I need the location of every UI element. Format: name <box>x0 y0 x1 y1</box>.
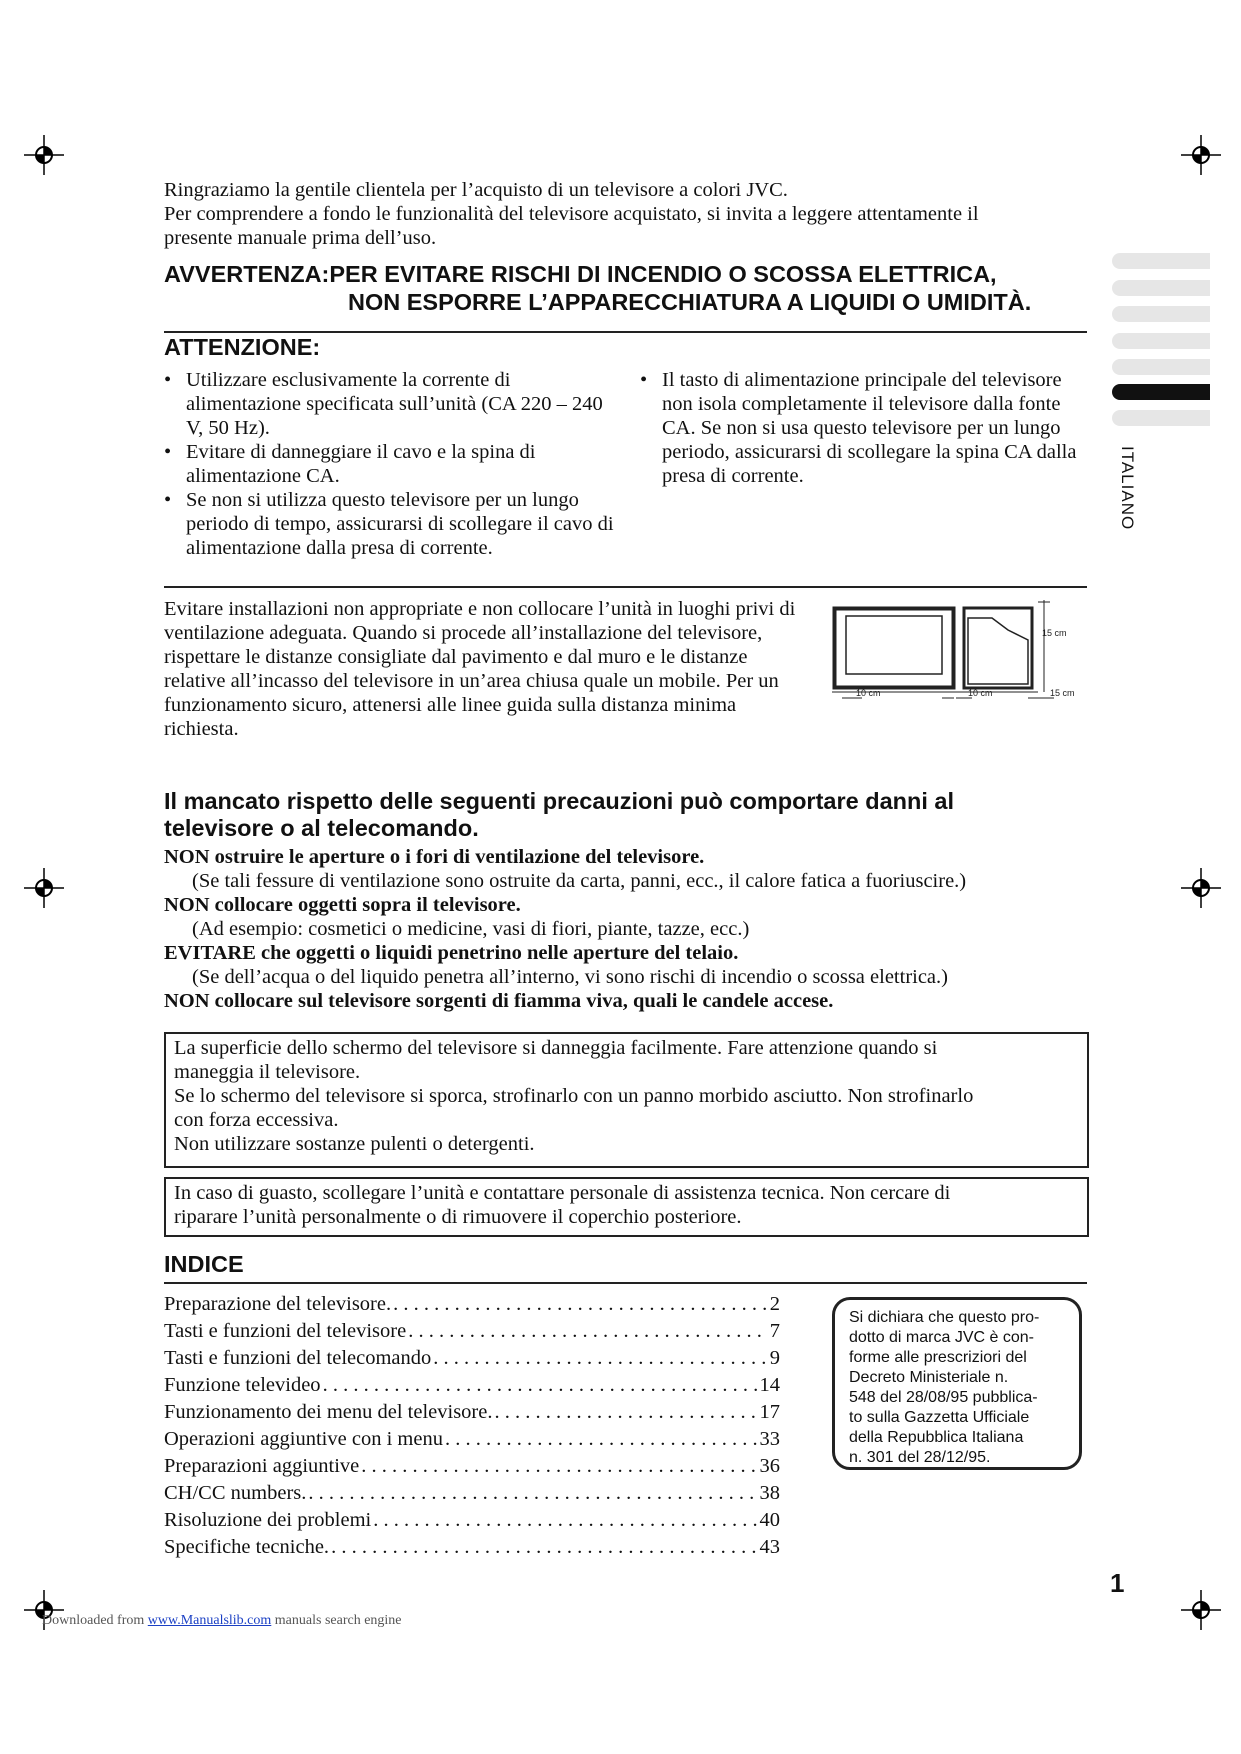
toc-label: Funzionamento dei menu del televisore. <box>164 1401 493 1423</box>
registration-mark-icon <box>24 135 64 175</box>
declaration-line: 548 del 28/08/95 pubblica- <box>849 1389 1038 1406</box>
language-tab-label: ITALIANO <box>1118 446 1137 531</box>
section-tab <box>1112 359 1210 375</box>
precaution-item: EVITARE che oggetti o liquidi penetrino nelle aperture del telaio. <box>164 942 739 964</box>
toc-label: Tasti e funzioni del televisore <box>164 1320 407 1342</box>
warning-line-1: AVVERTENZA:PER EVITARE RISCHI DI INCENDIO O SCOSSA ELETTRICA, <box>164 261 997 287</box>
screen-care-line: maneggia il televisore. <box>174 1061 361 1083</box>
toc-row[interactable] <box>164 1507 780 1534</box>
fault-line: In caso di guasto, scollegare l’unità e contattare personale di assistenza tecnica. Non cercare di <box>174 1182 951 1204</box>
intro-line: Ringraziamo la gentile clientela per l’acquisto di un televisore a colori JVC. <box>164 179 788 201</box>
toc-row[interactable] <box>164 1534 780 1561</box>
diagram-label: 10 cm <box>968 688 993 698</box>
footer-suffix: manuals search engine <box>271 1613 402 1628</box>
toc-row[interactable] <box>164 1480 780 1507</box>
toc-row[interactable] <box>164 1399 780 1426</box>
section-divider <box>164 331 1087 333</box>
warning-line-2: NON ESPORRE L’APPARECCHIATURA A LIQUIDI O UMIDITÀ. <box>348 289 1032 315</box>
registration-mark-icon <box>1181 135 1221 175</box>
toc-row[interactable] <box>164 1345 780 1372</box>
toc-page: 43 <box>759 1536 780 1558</box>
toc-label: Preparazione del televisore. <box>164 1293 392 1315</box>
attention-item: • Evitare di danneggiare il cavo e la spina di alimentazione CA. <box>164 440 614 488</box>
registration-mark-icon <box>24 868 64 908</box>
toc-row[interactable] <box>164 1453 780 1480</box>
declaration-line: Decreto Ministeriale n. <box>849 1369 1009 1386</box>
screen-care-line: Non utilizzare sostanze pulenti o detergenti. <box>174 1133 535 1155</box>
precaution-item: NON collocare oggetti sopra il televisore. <box>164 894 521 916</box>
section-divider <box>164 1282 1087 1284</box>
section-tab <box>1112 306 1210 322</box>
toc-page: 14 <box>759 1374 780 1396</box>
section-tab-active <box>1112 384 1210 400</box>
screen-care-box <box>164 1032 1089 1168</box>
precaution-note: (Se dell’acqua o del liquido penetra all’interno, vi sono rischi di incendio o scossa elettrica.) <box>192 966 948 988</box>
toc-page: 38 <box>759 1482 780 1504</box>
page-number: 1 <box>1110 1568 1125 1598</box>
toc-row[interactable] <box>164 1291 780 1318</box>
toc-page: 2 <box>769 1293 780 1315</box>
toc-page: 40 <box>759 1509 780 1531</box>
precaution-item: NON ostruire le aperture o i fori di ventilazione del televisore. <box>164 846 705 868</box>
screen-care-line: con forza eccessiva. <box>174 1109 339 1131</box>
attention-item: • Il tasto di alimentazione principale del televisore non isola completamente il televisore dalla fonte CA. Se non si usa questo televisore per un lungo periodo, assicurarsi di scollegare la spina CA dalla presa di corrente. <box>640 368 1090 488</box>
fault-line: riparare l’unità personalmente o di rimuovere il coperchio posteriore. <box>174 1206 742 1228</box>
toc-page: 7 <box>769 1320 780 1342</box>
toc-label: Operazioni aggiuntive con i menu <box>164 1428 443 1450</box>
declaration-box <box>832 1297 1082 1470</box>
declaration-line: n. 301 del 28/12/95. <box>849 1449 991 1466</box>
table-of-contents <box>164 1291 780 1561</box>
toc-page: 17 <box>759 1401 780 1423</box>
toc-label: Tasti e funzioni del telecomando <box>164 1347 432 1369</box>
registration-mark-icon <box>1181 868 1221 908</box>
intro-line: presente manuale prima dell’uso. <box>164 227 437 249</box>
attention-item: • Se non si utilizza questo televisore per un lungo periodo di tempo, assicurarsi di scollegare il cavo di alimentazione dalla presa di corrente. <box>164 488 614 560</box>
section-tab <box>1112 253 1210 269</box>
diagram-label: 10 cm <box>856 688 881 698</box>
declaration-line: to sulla Gazzetta Ufficiale <box>849 1409 1030 1426</box>
precautions-list <box>164 845 1094 1013</box>
warning-heading <box>164 260 1031 316</box>
screen-care-line: Se lo schermo del televisore si sporca, strofinarlo con un panno morbido asciutto. Non strofinarlo <box>174 1085 974 1107</box>
footer-prefix: Downloaded from <box>42 1613 148 1628</box>
toc-row[interactable] <box>164 1426 780 1453</box>
attention-item: • Utilizzare esclusivamente la corrente di alimentazione specificata sull’unità (CA 220 – 240 V, 50 Hz). <box>164 368 614 440</box>
installation-paragraph: Evitare installazioni non appropriate e non collocare l’unità in luoghi privi di ventilazione adeguata. Quando si procede all’installazione del televisore, rispettare le distanze consigliate dal pavimento e dal muro e le distanze relative all’incasso del televisore in un’area chiusa quale un mobile. Per un funzionamento sicuro, attenersi alle linee guida sulla distanza minima richiesta. <box>164 598 796 740</box>
precautions-title: Il mancato rispetto delle seguenti precauzioni può comportare danni al televisore o al telecomando. <box>164 788 955 841</box>
diagram-label: 15 cm <box>1042 628 1067 638</box>
toc-page: 36 <box>759 1455 780 1477</box>
toc-label: Funzione televideo <box>164 1374 321 1396</box>
toc-label: Preparazioni aggiuntive <box>164 1455 360 1477</box>
index-title: INDICE <box>164 1251 244 1277</box>
toc-label: CH/CC numbers. <box>164 1482 307 1504</box>
fault-box <box>164 1177 1089 1237</box>
toc-row[interactable] <box>164 1318 780 1345</box>
screen-care-line: La superficie dello schermo del televisore si danneggia facilmente. Fare attenzione quando si <box>174 1037 938 1059</box>
declaration-line: forme alle prescriziori del <box>849 1349 1027 1366</box>
toc-page: 33 <box>759 1428 780 1450</box>
precaution-item: NON collocare sul televisore sorgenti di fiamma viva, quali le candele accese. <box>164 990 834 1012</box>
toc-row[interactable] <box>164 1372 780 1399</box>
attention-left-column <box>164 368 614 560</box>
declaration-line: della Repubblica Italiana <box>849 1429 1024 1446</box>
diagram-label: 15 cm <box>1050 688 1075 698</box>
intro-line: Per comprendere a fondo le funzionalità del televisore acquistato, si invita a leggere attentamente il <box>164 203 979 225</box>
precaution-note: (Se tali fessure di ventilazione sono ostruite da carta, panni, ecc., il calore fatica a fuoriuscire.) <box>192 870 967 892</box>
section-tab <box>1112 333 1210 349</box>
installation-diagram <box>832 600 1082 700</box>
toc-page: 9 <box>769 1347 780 1369</box>
declaration-line: Si dichiara che questo pro- <box>849 1309 1040 1326</box>
declaration-line: dotto di marca JVC è con- <box>849 1329 1034 1346</box>
section-tab <box>1112 280 1210 296</box>
toc-label: Risoluzione dei problemi <box>164 1509 372 1531</box>
toc-label: Specifiche tecniche. <box>164 1536 330 1558</box>
section-divider <box>164 586 1087 588</box>
precaution-note: (Ad esempio: cosmetici o medicine, vasi di fiori, piante, tazze, ecc.) <box>192 918 750 940</box>
registration-mark-icon <box>1181 1590 1221 1630</box>
section-tab <box>1112 410 1210 426</box>
attention-title: ATTENZIONE: <box>164 334 321 360</box>
intro-paragraph <box>164 178 1094 250</box>
attention-right-column <box>640 368 1090 488</box>
manualslib-link[interactable]: www.Manualslib.com <box>147 1613 272 1628</box>
download-footer <box>42 1613 402 1629</box>
